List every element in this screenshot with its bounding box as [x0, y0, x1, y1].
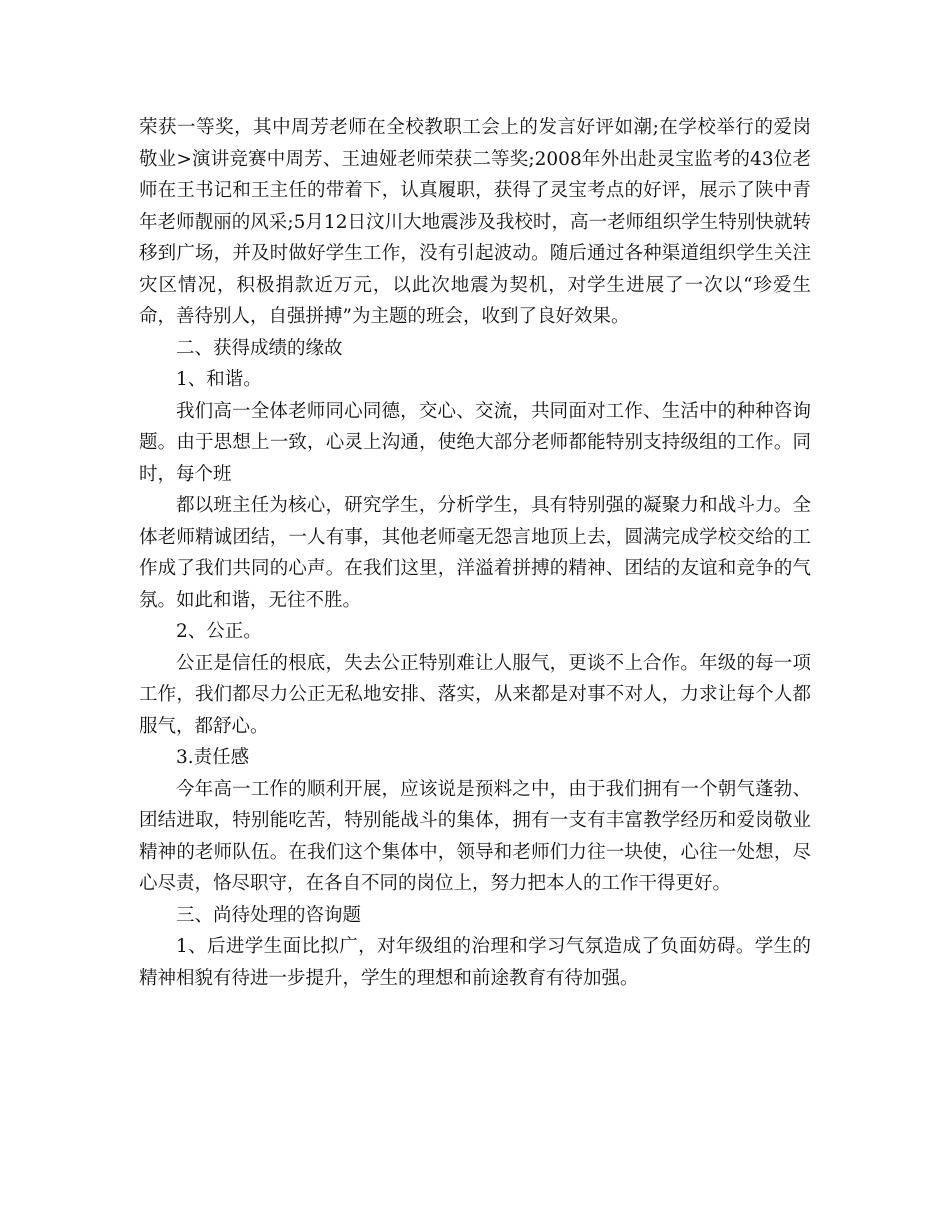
paragraph-harmony-1: 我们高一全体老师同心同德，交心、交流，共同面对工作、生活中的种种咨询题。由于思想上一致，心灵上沟通，使绝大部分老师都能特别支持级组的工作。同时，每个班 [139, 400, 811, 485]
document-body [139, 112, 811, 994]
paragraph-achievements-continued: 荣获一等奖，其中周芳老师在全校教职工会上的发言好评如潮;在学校举行的爱岗敬业>演讲竞赛中周芳、王迪娅老师荣获二等奖;2008年外出赴灵宝监考的43位老师在王书记和王主任的带着下，认真履职，获得了灵宝考点的好评，展示了陕中青年老师靓丽的风采;5月12日汶川大地震涉及我校时，高一老师组织学生特别快就转移到广场，并及时做好学生工作，没有引起波动。随后通过各种渠道组织学生关注灾区情况，积极捐款近万元，以此次地震为契机，对学生进展了一次以“珍爱生命，善待别人，自强拼搏”为主题的班会，收到了良好效果。 [139, 117, 811, 327]
paragraph-fairness: 公正是信任的根底，失去公正特别难让人服气，更谈不上合作。年级的每一项工作，我们都尽力公正无私地安排、落实，从来都是对事不对人，力求让每个人都服气，都舒心。 [139, 652, 811, 737]
subheading-responsibility: 3.责任感 [176, 747, 250, 768]
subheading-harmony: 1、和谐。 [176, 369, 262, 390]
paragraph-responsibility: 今年高一工作的顺利开展，应该说是预料之中，由于我们拥有一个朝气蓬勃、团结进取，特别能吃苦，特别能战斗的集体，拥有一支有丰富教学经历和爱岗敬业精神的老师队伍。在我们这个集体中，领导和老师们力往一块使，心往一处想，尽心尽责，恪尽职守，在各自不同的岗位上，努力把本人的工作干得更好。 [139, 778, 811, 894]
paragraph-pending-issue-1: 1、后进学生面比拟广，对年级组的治理和学习气氛造成了负面妨碍。学生的精神相貌有待进一步提升，学生的理想和前途教育有待加强。 [139, 936, 811, 989]
subheading-fairness: 2、公正。 [176, 621, 262, 642]
paragraph-harmony-2: 都以班主任为核心，研究学生，分析学生，具有特别强的凝聚力和战斗力。全体老师精诚团结，一人有事，其他老师毫无怨言地顶上去，圆满完成学校交给的工作成了我们共同的心声。在我们这里，洋溢着拼搏的精神、团结的友谊和竞争的气氛。如此和谐，无往不胜。 [139, 495, 811, 611]
section-heading-pending-issues: 三、尚待处理的咨询题 [176, 904, 362, 926]
section-heading-reasons: 二、获得成绩的缘故 [176, 337, 343, 359]
